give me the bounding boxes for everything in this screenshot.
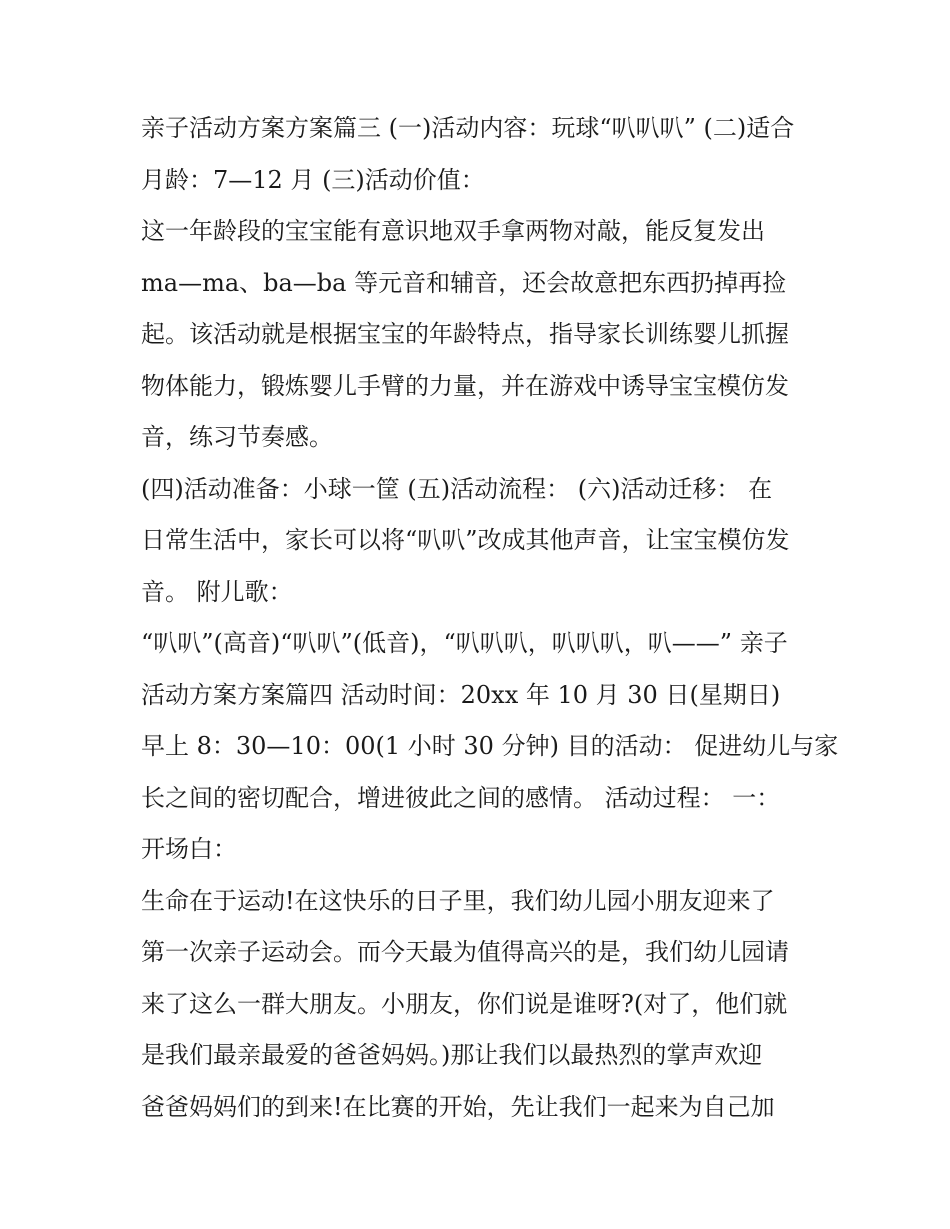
text-line: 活动方案方案篇四 活动时间：20xx 年 10 月 30 日(星期日) <box>141 680 781 709</box>
document-body-text <box>141 103 839 1133</box>
text-line: 起。该活动就是根据宝宝的年龄特点，指导家长训练婴儿抓握 <box>141 320 789 348</box>
text-line: 音，练习节奏感。 <box>141 423 333 451</box>
text-line: 物体能力，锻炼婴儿手臂的力量，并在游戏中诱导宝宝模仿发 <box>141 371 789 400</box>
text-line: 这一年龄段的宝宝能有意识地双手拿两物对敲，能反复发出 <box>141 217 765 245</box>
text-line: 月龄：7—12 月 (三)活动价值： <box>141 165 485 194</box>
text-line: 开场白： <box>141 835 237 863</box>
text-line: 第一次亲子运动会。而今天最为值得高兴的是，我们幼儿园请 <box>141 938 789 966</box>
text-line: (四)活动准备：小球一筐 (五)活动流程： (六)活动迁移： 在 <box>141 474 773 503</box>
text-line: 来了这么一群大朋友。小朋友，你们说是谁呀?(对了，他们就 <box>141 989 788 1018</box>
text-line: 爸爸妈妈们的到来!在比赛的开始，先让我们一起来为自己加 <box>141 1092 775 1121</box>
text-line: 生命在于运动!在这快乐的日子里，我们幼儿园小朋友迎来了 <box>141 886 775 915</box>
text-line: 早上 8：30—10：00(1 小时 30 分钟) 目的活动： 促进幼儿与家 <box>141 732 839 760</box>
text-line: 长之间的密切配合，增进彼此之间的感情。 活动过程： 一： <box>141 783 781 812</box>
text-line: 音。 附儿歌： <box>141 577 293 606</box>
text-line: “叭叭”(高音)“叭叭”(低音)，“叭叭叭，叭叭叭，叭——” 亲子 <box>141 629 788 657</box>
text-line: 亲子活动方案方案篇三 (一)活动内容：玩球“叭叭叭” (二)适合 <box>141 114 795 142</box>
text-line: 日常生活中，家长可以将“叭叭”改成其他声音，让宝宝模仿发 <box>141 526 790 554</box>
text-line: ma—ma、ba—ba 等元音和辅音，还会故意把东西扔掉再捡 <box>141 268 787 297</box>
text-line: 是我们最亲最爱的爸爸妈妈。)那让我们以最热烈的掌声欢迎 <box>141 1041 763 1069</box>
